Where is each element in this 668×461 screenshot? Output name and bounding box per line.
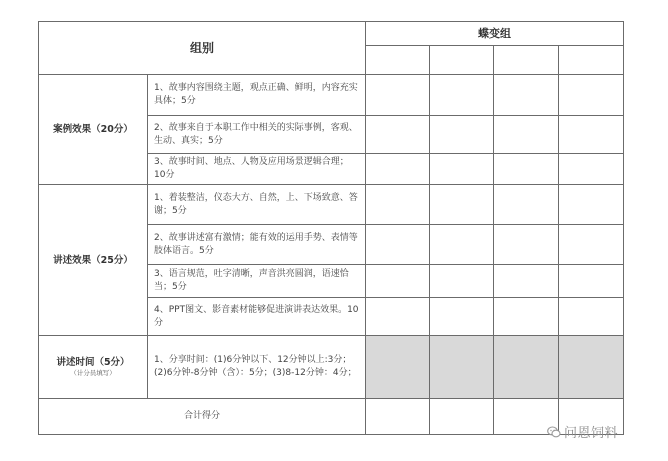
- score-cell[interactable]: [559, 185, 624, 225]
- score-cell[interactable]: [366, 116, 430, 154]
- score-cell[interactable]: [559, 336, 624, 399]
- score-cell[interactable]: [430, 75, 494, 116]
- score-cell[interactable]: [494, 265, 559, 298]
- score-cell[interactable]: [430, 265, 494, 298]
- criterion-text: 3、语言规范，吐字清晰，声音洪亮圆润，语速恰当；5分: [148, 265, 366, 298]
- wechat-icon: [547, 425, 561, 439]
- score-cell[interactable]: [366, 225, 430, 265]
- criterion-text: 1、分享时间：(1)6分钟以下、12分钟以上:3分；(2)6分钟-8分钟（含）：5分；(3)8-12分钟：4分；: [148, 336, 366, 399]
- score-cell[interactable]: [430, 185, 494, 225]
- header-row: [39, 22, 624, 46]
- score-cell[interactable]: [559, 116, 624, 154]
- group-header: 组别: [39, 22, 366, 75]
- score-cell[interactable]: [494, 336, 559, 399]
- score-cell[interactable]: [559, 298, 624, 336]
- watermark: [547, 422, 618, 441]
- criterion-row: [39, 185, 624, 225]
- scoring-table: [38, 21, 624, 435]
- total-score-cell[interactable]: [430, 399, 494, 435]
- category-delivery-effect: 讲述效果（25分）: [39, 185, 148, 336]
- score-cell[interactable]: [430, 336, 494, 399]
- criterion-text: 4、PPT图文、影音素材能够促进演讲表达效果。10分: [148, 298, 366, 336]
- score-cell[interactable]: [559, 225, 624, 265]
- score-cell[interactable]: [559, 154, 624, 185]
- criterion-text: 1、着装整洁，仪态大方、自然，上、下场致意、答谢；5分: [148, 185, 366, 225]
- criterion-row: [39, 75, 624, 116]
- score-cell[interactable]: [366, 185, 430, 225]
- total-row: [39, 399, 624, 435]
- score-cell[interactable]: [559, 46, 624, 75]
- score-cell[interactable]: [430, 46, 494, 75]
- category-case-effect: 案例效果（20分）: [39, 75, 148, 185]
- category-title: 讲述时间（5分）: [56, 357, 130, 368]
- score-cell[interactable]: [494, 225, 559, 265]
- team-header: 蝶变组: [366, 22, 624, 46]
- score-cell[interactable]: [366, 46, 430, 75]
- criterion-text: 2、故事讲述富有激情；能有效的运用手势、表情等肢体语言。5分: [148, 225, 366, 265]
- criterion-row: [39, 336, 624, 399]
- score-cell[interactable]: [430, 298, 494, 336]
- score-cell[interactable]: [494, 185, 559, 225]
- score-cell[interactable]: [494, 75, 559, 116]
- scoring-sheet: [38, 21, 623, 437]
- score-cell[interactable]: [430, 154, 494, 185]
- watermark-text: 问恩饲料: [564, 426, 619, 441]
- score-cell[interactable]: [430, 225, 494, 265]
- score-cell[interactable]: [366, 265, 430, 298]
- score-cell[interactable]: [494, 116, 559, 154]
- score-cell[interactable]: [559, 265, 624, 298]
- score-cell[interactable]: [366, 298, 430, 336]
- total-score-cell[interactable]: [366, 399, 430, 435]
- criterion-text: 3、故事时间、地点、人物及应用场景逻辑合理；10分: [148, 154, 366, 185]
- score-cell[interactable]: [366, 336, 430, 399]
- score-cell[interactable]: [430, 116, 494, 154]
- score-cell[interactable]: [366, 75, 430, 116]
- category-delivery-time: [39, 336, 148, 399]
- score-cell[interactable]: [494, 154, 559, 185]
- score-cell[interactable]: [494, 46, 559, 75]
- score-cell[interactable]: [494, 298, 559, 336]
- criterion-text: 2、故事来自于本职工作中相关的实际事例，客观、生动、真实；5分: [148, 116, 366, 154]
- score-cell[interactable]: [366, 154, 430, 185]
- category-note: （计分员填写）: [70, 369, 116, 377]
- criterion-text: 1、故事内容围绕主题，观点正确、鲜明，内容充实具体；5分: [148, 75, 366, 116]
- total-label: 合计得分: [39, 399, 366, 435]
- score-cell[interactable]: [559, 75, 624, 116]
